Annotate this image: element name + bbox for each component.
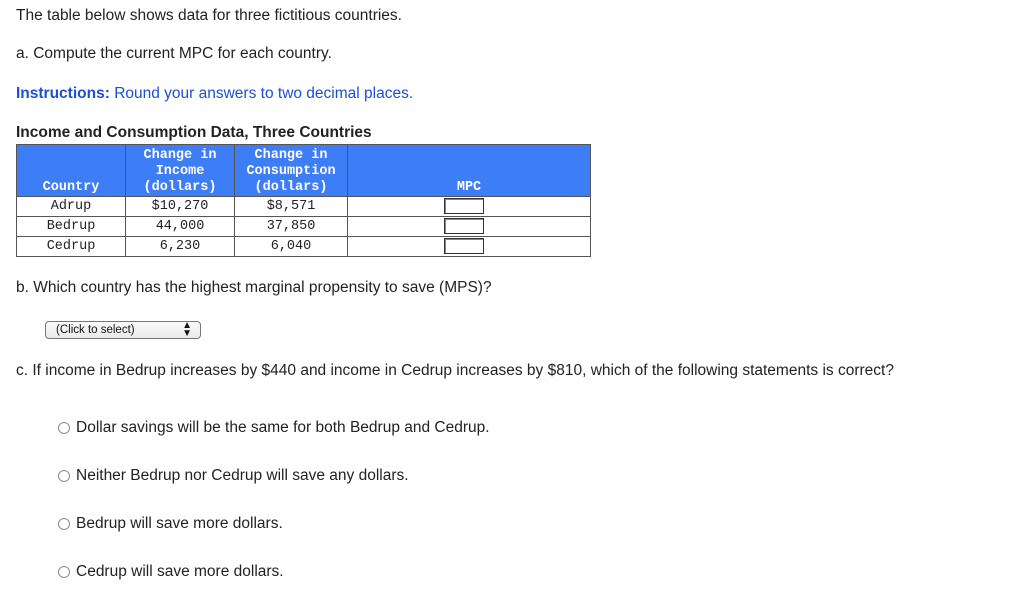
mpc-cell [348, 237, 591, 257]
option-cedrup-more[interactable] [58, 563, 284, 581]
part-b-question: b. Which country has the highest marginal propensity to save (MPS)? [16, 279, 492, 296]
income-cell: $10,270 [126, 197, 235, 217]
income-cell: 6,230 [126, 237, 235, 257]
table-title: Income and Consumption Data, Three Countries [16, 124, 372, 141]
table-row [17, 237, 591, 257]
header-consumption: Change in Consumption (dollars) [235, 145, 348, 197]
header-mpc: MPC [348, 145, 591, 197]
mpc-cell [348, 197, 591, 217]
country-cell: Cedrup [17, 237, 126, 257]
option-same-savings[interactable] [58, 419, 490, 437]
option-label: Bedrup will save more dollars. [76, 515, 283, 532]
header-country: Country [17, 145, 126, 197]
instructions-label: Instructions: [16, 85, 110, 102]
income-consumption-table [16, 144, 591, 257]
mpc-input-bedrup[interactable] [444, 218, 484, 234]
mpc-input-adrup[interactable] [444, 198, 484, 214]
radio-button[interactable] [58, 422, 70, 434]
country-cell: Adrup [17, 197, 126, 217]
radio-button[interactable] [58, 566, 70, 578]
select-value: (Click to select) [56, 324, 135, 336]
income-cell: 44,000 [126, 217, 235, 237]
mpc-cell [348, 217, 591, 237]
instructions [16, 85, 413, 103]
option-no-savings[interactable] [58, 467, 409, 485]
country-cell: Bedrup [17, 217, 126, 237]
option-label: Dollar savings will be the same for both Bedrup and Cedrup. [76, 419, 490, 436]
instructions-text: Round your answers to two decimal places. [114, 85, 414, 102]
consumption-cell: 37,850 [235, 217, 348, 237]
table-row [17, 217, 591, 237]
option-label: Neither Bedrup nor Cedrup will save any dollars. [76, 467, 409, 484]
updown-arrow-icon: ▲ ▼ [182, 320, 192, 339]
intro-text: The table below shows data for three fictitious countries. [16, 7, 402, 24]
consumption-cell: $8,571 [235, 197, 348, 217]
part-c-question: c. If income in Bedrup increases by $440 and income in Cedrup increases by $810, which of the following statements is correct? [16, 362, 894, 379]
radio-button[interactable] [58, 518, 70, 530]
radio-button[interactable] [58, 470, 70, 482]
option-label: Cedrup will save more dollars. [76, 563, 284, 580]
part-a-question: a. Compute the current MPC for each country. [16, 45, 332, 62]
header-income: Change in Income (dollars) [126, 145, 235, 197]
table-row [17, 197, 591, 217]
mps-country-select[interactable] [45, 321, 201, 339]
option-bedrup-more[interactable] [58, 515, 283, 533]
consumption-cell: 6,040 [235, 237, 348, 257]
mpc-input-cedrup[interactable] [444, 238, 484, 254]
